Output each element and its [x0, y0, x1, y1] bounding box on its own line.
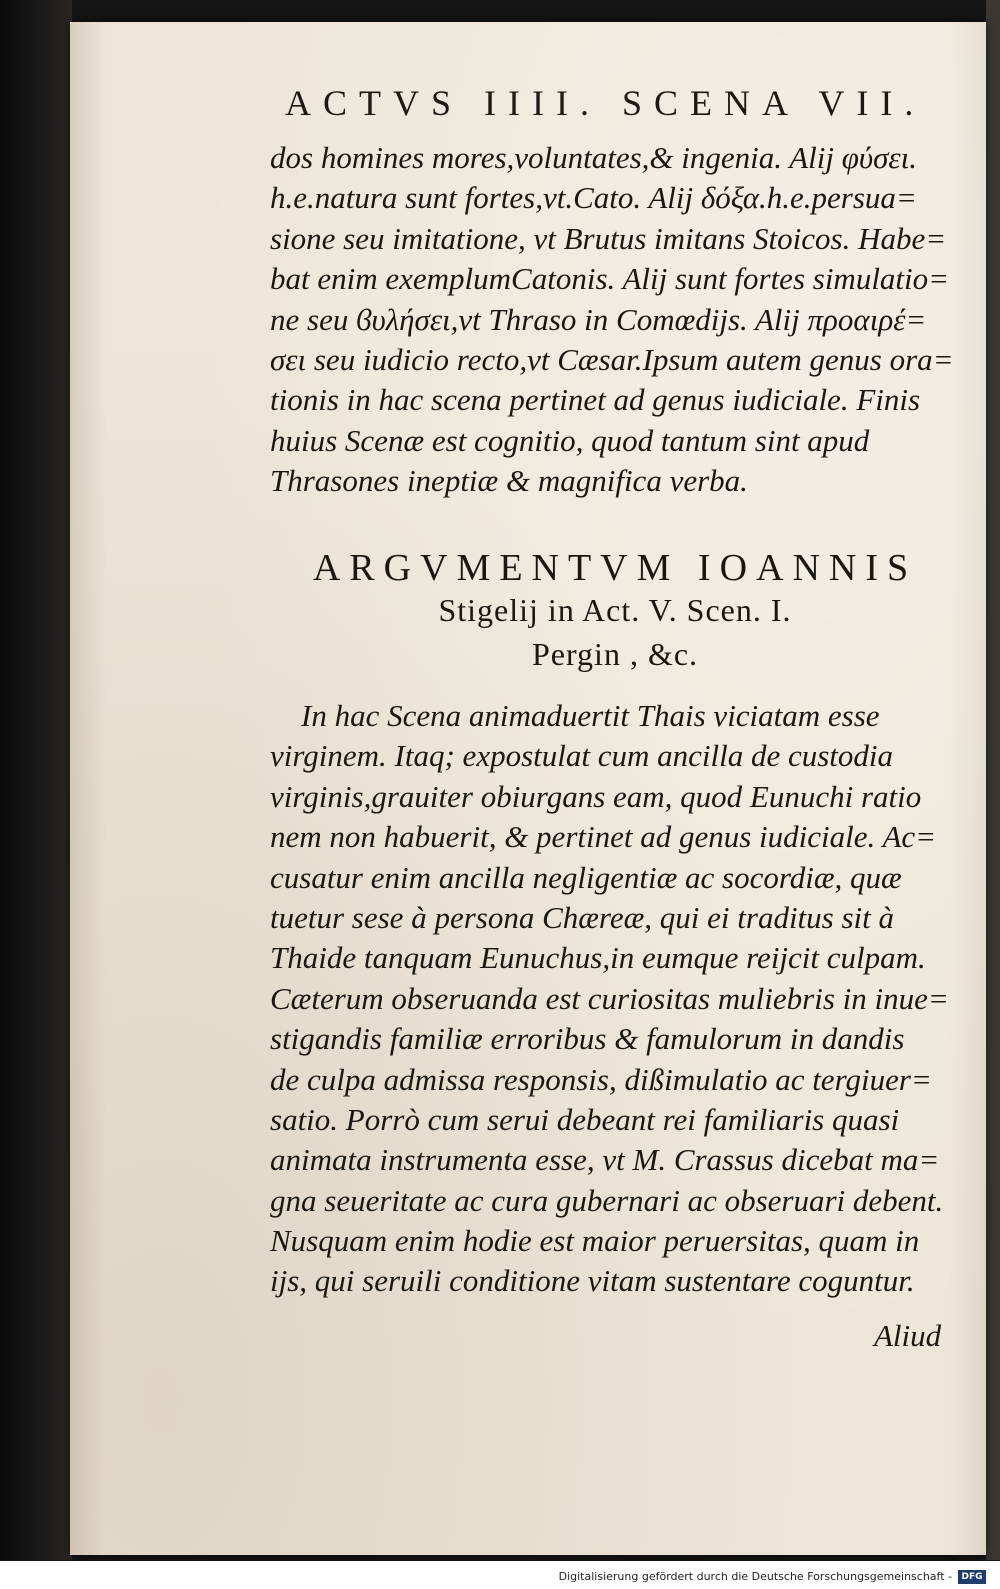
text-line: Thaide tanquam Eunuchus,in eumque reijcit culpam.	[270, 940, 926, 976]
section-subheading-2: Pergin , &c.	[531, 636, 699, 672]
text-line: ne seu ϐυλήσει,vt Thraso in Comœdijs. Alij προαιρέ=	[270, 301, 927, 337]
text-line: ijs, qui seruili conditione vitam sustentare coguntur.	[270, 1263, 915, 1299]
text-line: gna seueritate ac cura gubernari ac obseruari debent.	[270, 1182, 944, 1218]
text-line: virginem. Itaq; expostulat cum ancilla de custodia	[270, 738, 894, 774]
text-line: Cæterum obseruanda est curiositas muliebris in inue=	[270, 980, 949, 1016]
footer-bar	[0, 1561, 1000, 1589]
text-line: bat enim exemplumCatonis. Alij sunt fortes simulatio=	[270, 261, 950, 297]
section1-text	[270, 138, 960, 502]
text-line: huius Scenæ est cognitio, quod tantum sint apud	[270, 422, 870, 458]
section2-text	[270, 696, 960, 1302]
text-line: de culpa admissa responsis, dißimulatio ac tergiuer=	[270, 1061, 932, 1097]
text-line: In hac Scena animaduertit Thais viciatam esse	[270, 698, 880, 733]
text-line: animata instrumenta esse, vt M. Crassus dicebat ma=	[270, 1142, 940, 1178]
text-line: stigandis familiæ erroribus & famulorum in dandis	[270, 1021, 905, 1057]
funding-credit: Digitalisierung gefördert durch die Deutsche Forschungsgemeinschaft -	[558, 1570, 952, 1583]
running-head: ACTVS IIII. SCENA VII.	[285, 83, 926, 123]
text-line: dos homines mores,voluntates,& ingenia. Alij φύσει.	[270, 140, 917, 175]
text-line: sione seu imitatione, vt Brutus imitans Stoicos. Habe=	[270, 220, 947, 256]
text-line: cusatur enim ancilla negligentiæ ac socordiæ, quæ	[270, 859, 902, 895]
dfg-logo-icon: DFG	[958, 1570, 986, 1584]
catchword: Aliud	[874, 1318, 942, 1353]
right-edge	[986, 0, 1000, 1560]
section-heading: ARGVMENTVM IOANNIS	[312, 547, 918, 589]
section-subheading: Stigelij in Act. V. Scen. I.	[438, 592, 792, 628]
text-line: tuetur sese à persona Chæreæ, qui ei traditus sit à	[270, 899, 895, 935]
text-line: virginis,grauiter obiurgans eam, quod Eunuchi ratio	[270, 778, 922, 814]
text-line: h.e.natura sunt fortes,vt.Cato. Alij δόξα.h.e.persua=	[270, 180, 917, 216]
left-shadow	[0, 0, 72, 1560]
text-line: nem non habuerit, & pertinet ad genus iudiciale. Ac=	[270, 819, 937, 855]
text-line: σει seu iudicio recto,vt Cæsar.Ipsum autem genus ora=	[270, 341, 954, 377]
text-line: tionis in hac scena pertinet ad genus iudiciale. Finis	[270, 382, 921, 418]
text-line: Thrasones ineptiæ & magnifica verba.	[270, 463, 748, 499]
text-line: Nusquam enim hodie est maior peruersitas, quam in	[270, 1223, 920, 1259]
text-line: satio. Porrò cum serui debeant rei familiaris quasi	[270, 1101, 900, 1137]
